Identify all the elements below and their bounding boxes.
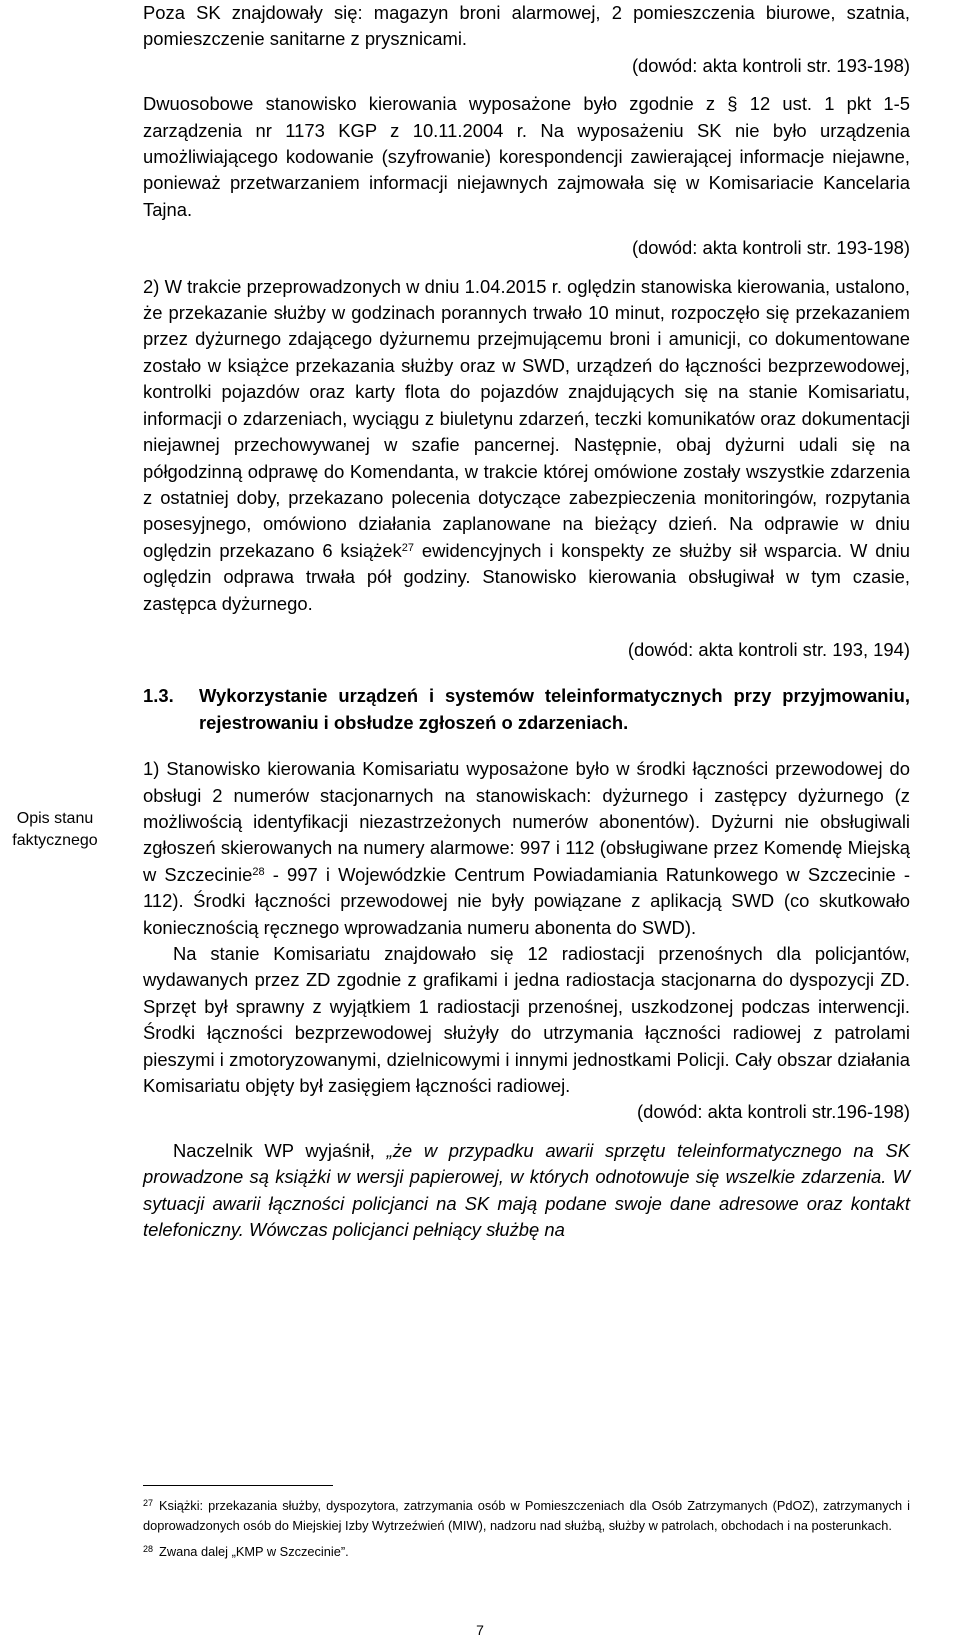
evidence-reference: (dowód: akta kontroli str.196-198): [637, 1101, 910, 1123]
footnote-number: 28: [143, 1544, 154, 1554]
footnote-28: [143, 1542, 910, 1562]
footnote-divider: [143, 1485, 333, 1486]
paragraph-explanation: [143, 1138, 910, 1244]
footnote-ref-27[interactable]: 27: [401, 541, 414, 554]
paragraph-text: Naczelnik WP wyjaśnił,: [173, 1139, 387, 1161]
evidence-reference: (dowód: akta kontroli str. 193-198): [631, 54, 910, 76]
section-title: Wykorzystanie urządzeń i systemów teleinformatycznych przy przyjmowaniu, rejestrowaniu i obsłudze zgłoszeń o zdarzeniach.: [199, 685, 910, 733]
evidence-reference: (dowód: akta kontroli str. 193, 194): [627, 638, 910, 660]
footnote-27: [143, 1496, 910, 1536]
section-number: 1.3.: [143, 685, 174, 707]
paragraph-inspection: [143, 274, 910, 617]
paragraph-premises: Poza SK znajdowały się: magazyn broni alarmowej, 2 pomieszczenia biurowe, szatnia, pomieszczenie sanitarne z prysznicami.: [143, 2, 910, 50]
paragraph-wired-comms: [143, 756, 910, 941]
paragraph-text: - 997 i Wojewódzkie Centrum Powiadamiania Ratunkowego w Szczecinie - 112). Środki łączności przewodowej nie były powiązane z aplikacją SWD (co skutkowało koniecznością ręcznego wprowadzania numeru abonenta do SWD).: [143, 863, 911, 938]
footnotes: [143, 1496, 910, 1568]
paragraph-text: 2) W trakcie przeprowadzonych w dniu 1.04.2015 r. oględzin stanowiska kierowania, ustalono, że przekazanie służby w godzinach porannych trwało 10 minut, rozpoczęło się przekazaniem przez dyżurnego zdającego dyżurnemu przejmującemu broni i amunicji, co dokumentowane zostało w książce przekazania służby oraz w SWD, urządzeń do łączności bezprzewodowej, kontrolki pojazdów oraz karty flota do pojazdów znajdujących się na stanie Komisariatu, informacji o zdarzeniach, wyciągu z biuletynu zdarzeń, teczki komunikatów oraz dokumentacji niejawnej przechowywanej w szafie pancernej. Następnie, obaj dyżurni udali się na półgodzinną odprawę do Komendanta, w trakcie której omówione zostały wszystkie zdarzenia z ostatniej doby, przekazano polecenia dotyczące zabezpieczenia monitoringów, rozpytania posesyjnego, omówiono działania zaplanowane na bieżący dzień. Na odprawie w dniu oględzin przekazano 6 książek: [143, 275, 910, 561]
footnote-text: Książki: przekazania służby, dyspozytora, zatrzymania osób w Pomieszczeniach dla Osób Zatrzymanych (PdOZ), zatrzymanych i doprowadzonych osób do Miejskiej Izby Wytrzeźwień (MIW), nadzoru nad służbą, służby w patrolach, obchodach i na posterunkach.: [143, 1498, 910, 1533]
quoted-explanation: „że w przypadku awarii sprzętu teleinformatycznego na SK prowadzone są książki w wersji papierowej, w których odnotowuje się wszelkie zdarzenia. W sytuacji awarii łączności policjanci na SK mają podane swoje dane adresowe oraz kontakt telefoniczny. Wówczas policjanci pełniący służbę na: [143, 1139, 910, 1241]
document-body: [143, 0, 910, 1243]
paragraph-text: ewidencyjnych i konspekty ze służby sił wsparcia. W dniu oględzin odprawa trwała pół godziny. Stanowisko kierowania obsługiwał w tym czasie, zastępca dyżurnego.: [143, 539, 910, 614]
paragraph-radio: Na stanie Komisariatu znajdowało się 12 radiostacji przenośnych dla policjantów, wydawanych przez ZD zgodnie z grafikami i jedna radiostacja stacjonarna do dyspozycji ZD. Sprzęt był sprawny z wyjątkiem 1 radiostacji przenośnej, uszkodzonej podczas interwencji. Środki łączności bezprzewodowej służyły do utrzymania łączności radiowej z patrolami pieszymi i zmotoryzowanymi, dzielnicowymi i innymi jednostkami Policji. Cały obszar działania Komisariatu objęty był zasięgiem łączności radiowej.: [143, 943, 910, 1097]
section-heading: [143, 683, 910, 736]
footnote-number: 27: [143, 1498, 154, 1508]
margin-label: Opis stanu faktycznego: [12, 810, 98, 849]
paragraph-text: 1) Stanowisko kierowania Komisariatu wyposażone było w środki łączności przewodowej do obsługi 2 numerów stacjonarnych na stanowiskach: dyżurnego i zastępcy dyżurnego (z możliwością identyfikacji niezastrzeżonych numerów abonentów). Dyżurni nie obsługiwali zgłoszeń skierowanych na numery alarmowe: 997 i 112 (obsługiwane przez Komendę Miejską w Szczecinie: [143, 758, 910, 885]
footnote-ref-28[interactable]: 28: [252, 865, 265, 878]
paragraph-equipment: Dwuosobowe stanowisko kierowania wyposażone było zgodnie z § 12 ust. 1 pkt 1-5 zarządzenia nr 1173 KGP z 10.11.2004 r. Na wyposażeniu SK nie było urządzenia umożliwiającego kodowanie (szyfrowanie) korespondencji zawierającej informacje niejawne, ponieważ przetwarzaniem informacji niejawnych zajmowała się w Komisariacie Kancelaria Tajna.: [143, 93, 910, 220]
page-number: 7: [476, 1622, 484, 1638]
footnote-text: Zwana dalej „KMP w Szczecinie”.: [159, 1544, 349, 1559]
evidence-reference: (dowód: akta kontroli str. 193-198): [631, 237, 910, 259]
